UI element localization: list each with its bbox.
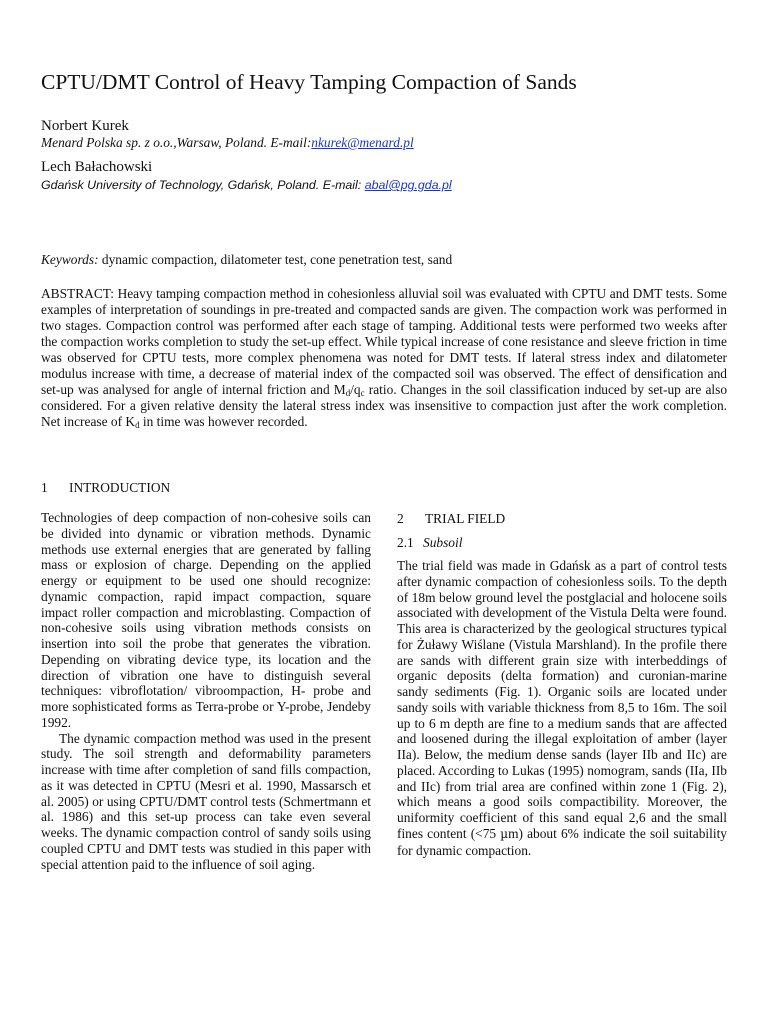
subscript-d-2: d (135, 420, 140, 430)
paper-title: CPTU/DMT Control of Heavy Tamping Compaction of Sands (41, 70, 577, 94)
section-number: 2 (397, 511, 404, 526)
trial-paragraph-1 (397, 558, 727, 858)
section-title: INTRODUCTION (69, 480, 171, 495)
keywords-text: dynamic compaction, dilatometer test, cone penetration test, sand (98, 252, 453, 267)
subsection-title: Subsoil (423, 535, 463, 550)
trial-text-b: m) about 6% indicate the soil suitability for dynamic compaction. (397, 825, 727, 858)
author-name-2: Lech Bałachowski (41, 159, 153, 175)
author-name-1: Norbert Kurek (41, 118, 129, 134)
section-title: TRIAL FIELD (425, 511, 506, 526)
author-email-link-2[interactable]: abal@pg.gda.pl (364, 178, 452, 192)
author-affiliation-2 (41, 177, 452, 193)
affiliation-text-2: Gdańsk University of Technology, Gdańsk, Poland. E-mail: (41, 178, 365, 192)
affiliation-text-1: Menard Polska sp. z o.o.,Warsaw, Poland. E-mail: (41, 135, 312, 150)
keywords-line (41, 251, 452, 268)
section-heading-trial-field (397, 511, 505, 527)
trial-text-a: The trial field was made in Gdańsk as a part of control tests after dynamic compaction of cohesionless soils. To the depth of 18m below ground level the postglacial and holocene soils associated with development of the Vistula Delta were found. This area is characterized by the geological structures typical for Żuławy Wiślane (Vistula Marshland). In the profile there are sands with different grain size with interbeddings of organic deposits (delta formation) and curonian-marine sandy sediments (Fig. 1). Organic soils are located under sandy soils with variable thickness from 8,5 to 16m. The soil up to 6 m depth are fine to a medium sands that are affected and loosened during the illegal exploitation of amber (layer IIa). Below, the medium dense sands (layer IIb and IIc) are placed. According to Lukas (1995) nomogram, sands (IIa, IIb and IIc) from trial area are confined within zone 1 (Fig. 2), which means a good soils compactibility. Moreover, the uniformity coefficient of this sand equal 2,6 and the small fines content (<75 (397, 558, 727, 841)
author-email-link-1[interactable]: nkurek@menard.pl (311, 135, 414, 150)
abstract-part-3: ratio. Changes in the soil classification induced by set-up are also considered. For a given relative density the lateral stress index was insensitive to compaction just after the work completion. Net increase of K (41, 382, 728, 429)
subsection-heading-subsoil (397, 535, 462, 551)
trial-field-body (397, 558, 727, 858)
subscript-c: c (360, 388, 365, 398)
keywords-label: Keywords: (41, 252, 99, 267)
mu-symbol: µ (500, 826, 509, 841)
subscript-d: d (345, 388, 351, 398)
abstract (41, 286, 727, 430)
section-heading-introduction (41, 480, 170, 496)
introduction-body (41, 510, 371, 872)
abstract-part-4: in time was however recorded. (139, 414, 308, 429)
intro-paragraph-1: Technologies of deep compaction of non-cohesive soils can be divided into dynamic or vibration methods. Dynamic methods use external energies that are generated by falling mass or explosion of charge. Depending on the applied energy or equipment to be used one should recognize: dynamic compaction, rapid impact compaction, square impact roller compaction and microblasting. Compaction of non-cohesive soils using vibration methods consists on insertion into soil the probe that generates the vibration. Depending on vibrating device type, its location and the direction of vibration one have to distinguish several techniques: vibroflotation/ vibroompaction, H- probe and more sophisticated forms as Terra-probe or Y-probe, Jendeby 1992. (41, 510, 371, 730)
intro-paragraph-2: The dynamic compaction method was used in the present study. The soil strength and deformability parameters increase with time after completion of sand fills compaction, as it was detected in CPTU (Mesri et al. 1990, Massarsch et al. 2005) or using CPTU/DMT control tests (Schmertmann et al. 1986) and this set-up process can take even several weeks. The dynamic compaction control of sandy soils using coupled CPTU and DMT tests was studied in this paper with special attention paid to the influence of soil aging. (41, 730, 371, 872)
author-affiliation-1 (41, 135, 414, 151)
subsection-number: 2.1 (397, 535, 414, 550)
section-number: 1 (41, 480, 48, 495)
abstract-part-2: /q (350, 382, 361, 397)
abstract-part-1: ABSTRACT: Heavy tamping compaction method in cohesionless alluvial soil was evaluated with CPTU and DMT tests. Some examples of interpretation of soundings in pre-treated and compacted sands are given. The compaction work was performed in two stages. Compaction control was performed after each stage of tamping. Additional tests were performed two weeks after the compaction works completion to study the set-up effect. While typical increase of cone resistance and sleeve friction in time was observed for CPTU tests, more complex phenomena was noted for DMT tests. If lateral stress index and dilatometer modulus increase with time, a decrease of material index of the compacted soil was observed. The effect of densification and set-up was analysed for angle of internal friction and M (41, 286, 727, 397)
